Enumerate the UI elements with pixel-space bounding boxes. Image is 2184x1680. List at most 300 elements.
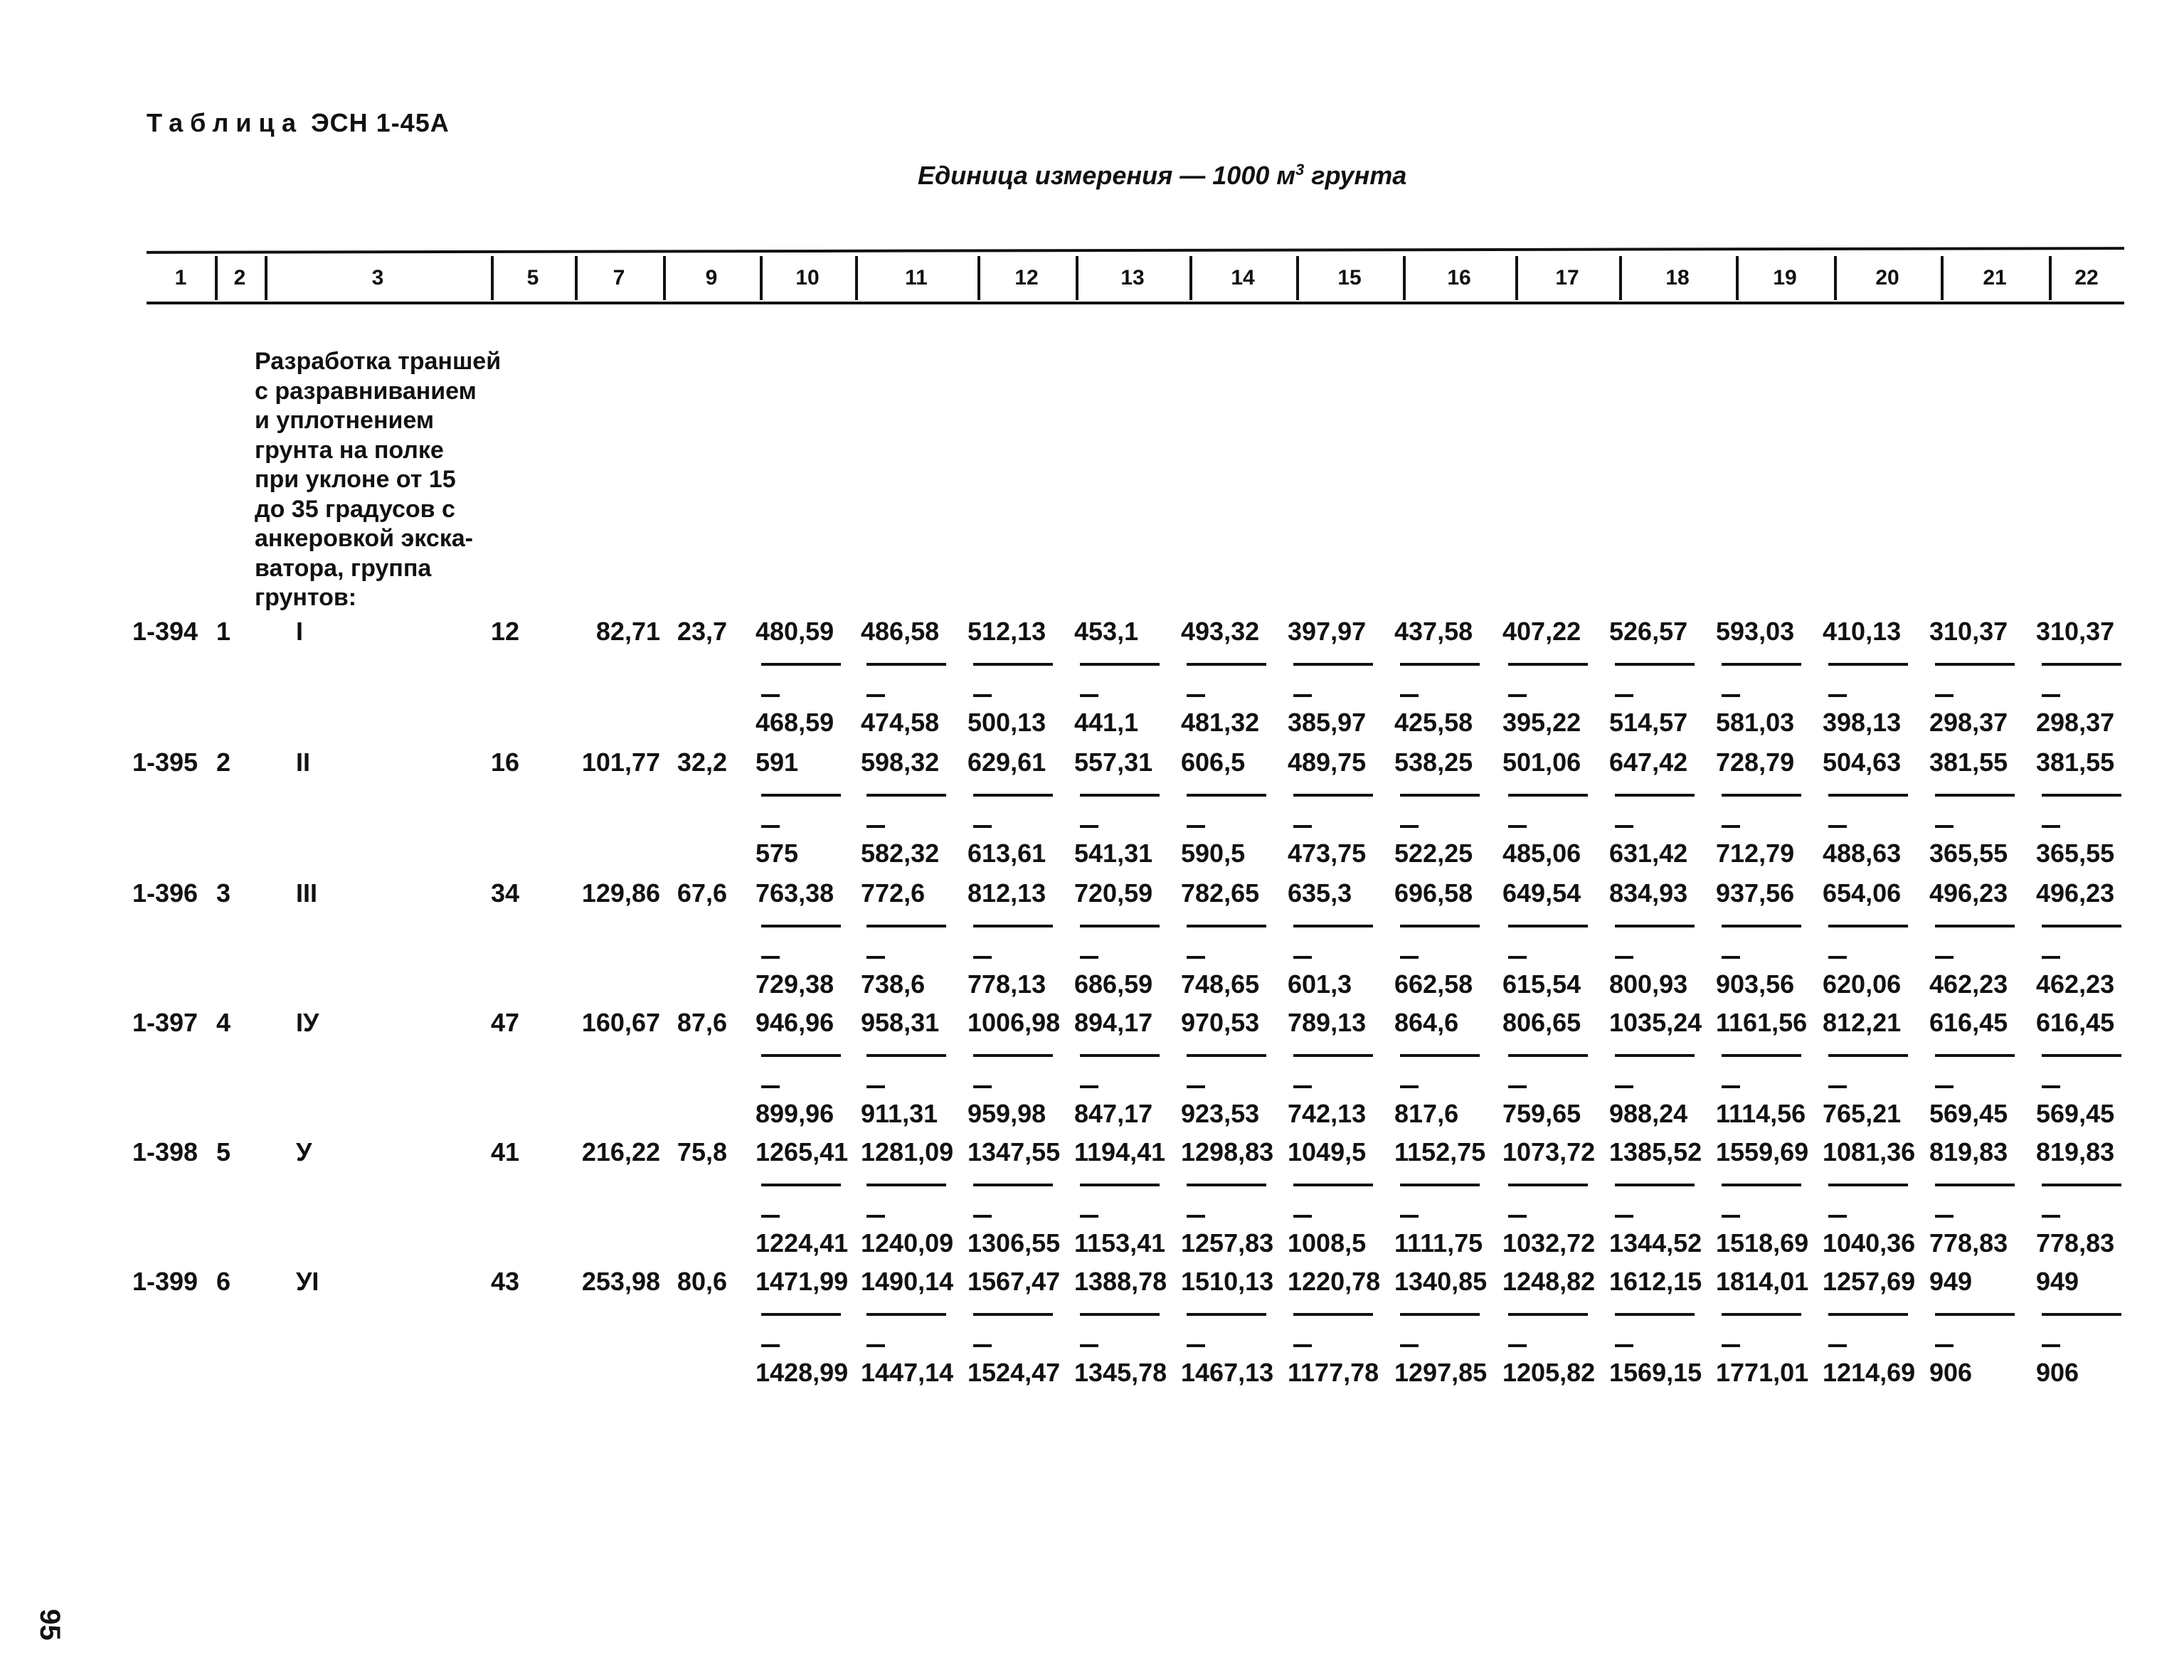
value-lower: 298,37 bbox=[2036, 708, 2115, 737]
fraction-dash bbox=[1722, 1215, 1740, 1218]
column-header-16: 16 bbox=[1447, 266, 1471, 289]
value-upper: 946,96 bbox=[756, 1008, 834, 1037]
value-lower: 569,45 bbox=[1929, 1099, 2008, 1128]
value-upper: 310,37 bbox=[1929, 617, 2008, 646]
description-line: грунтов: bbox=[255, 584, 357, 611]
fraction-dash bbox=[973, 1344, 992, 1347]
value-upper: 782,65 bbox=[1181, 878, 1260, 908]
value-lower: 1114,56 bbox=[1716, 1099, 1806, 1128]
value-upper: 772,6 bbox=[861, 878, 926, 908]
fraction-dash bbox=[1187, 1215, 1205, 1218]
value-lower: 1518,69 bbox=[1716, 1228, 1809, 1258]
value-upper: 629,61 bbox=[968, 748, 1046, 777]
table-code: ЭСН 1-45А bbox=[311, 108, 450, 137]
value-upper: 1567,47 bbox=[968, 1267, 1061, 1296]
column-header-12: 12 bbox=[1014, 266, 1039, 289]
header-bottom-rule bbox=[147, 302, 2124, 304]
fraction-line bbox=[973, 1054, 1053, 1057]
fraction-line bbox=[1293, 1054, 1373, 1057]
description-line: до 35 градусов с bbox=[255, 495, 455, 523]
value-lower: 1205,82 bbox=[1502, 1358, 1596, 1387]
fraction-dash bbox=[2042, 1085, 2060, 1088]
fraction-line bbox=[2042, 1054, 2121, 1057]
value-lower: 620,06 bbox=[1823, 969, 1902, 999]
fraction-dash bbox=[1935, 1085, 1954, 1088]
fraction-dash bbox=[1828, 694, 1847, 697]
value-upper: 812,13 bbox=[968, 878, 1046, 908]
fraction-line bbox=[1187, 794, 1266, 797]
value-upper: 819,83 bbox=[2036, 1137, 2115, 1166]
value-upper: 310,37 bbox=[2036, 617, 2115, 646]
fraction-line bbox=[1828, 1054, 1908, 1057]
value-col-9: 23,7 bbox=[677, 617, 727, 646]
value-lower: 1524,47 bbox=[968, 1358, 1061, 1387]
fraction-dash bbox=[1187, 1344, 1205, 1347]
fraction-dash bbox=[1722, 1085, 1740, 1088]
value-lower: 923,53 bbox=[1181, 1099, 1260, 1128]
fraction-line bbox=[761, 1184, 841, 1186]
value-lower: 581,03 bbox=[1716, 708, 1795, 737]
fraction-dash bbox=[866, 1344, 885, 1347]
value-upper: 1006,98 bbox=[968, 1008, 1061, 1037]
fraction-dash bbox=[973, 956, 992, 959]
fraction-line bbox=[1293, 1313, 1373, 1316]
value-upper: 864,6 bbox=[1394, 1008, 1459, 1037]
fraction-line bbox=[1508, 1054, 1588, 1057]
column-header-9: 9 bbox=[705, 266, 718, 289]
table-title bbox=[147, 108, 450, 138]
description-line: Разработка траншей bbox=[255, 348, 502, 375]
fraction-dash bbox=[1508, 1215, 1527, 1218]
value-upper: 453,1 bbox=[1074, 617, 1139, 646]
value-col-7: 129,86 bbox=[581, 878, 660, 908]
fraction-line bbox=[1187, 925, 1266, 927]
value-lower: 1771,01 bbox=[1716, 1358, 1809, 1387]
fraction-dash bbox=[1615, 956, 1633, 959]
value-lower: 778,83 bbox=[1929, 1228, 2008, 1258]
row-number: 6 bbox=[216, 1267, 231, 1296]
value-lower: 468,59 bbox=[756, 708, 834, 737]
fraction-line bbox=[1615, 663, 1695, 666]
value-upper: 937,56 bbox=[1716, 878, 1795, 908]
value-upper: 1035,24 bbox=[1609, 1008, 1702, 1037]
fraction-line bbox=[1935, 794, 2015, 797]
fraction-dash bbox=[866, 694, 885, 697]
fraction-line bbox=[1722, 1054, 1801, 1057]
description-line: анкеровкой экска- bbox=[255, 525, 473, 552]
value-upper: 949 bbox=[1929, 1267, 1973, 1296]
value-upper: 806,65 bbox=[1502, 1008, 1581, 1037]
fraction-dash bbox=[761, 1085, 780, 1088]
value-upper: 654,06 bbox=[1823, 878, 1902, 908]
value-upper: 1347,55 bbox=[968, 1137, 1061, 1166]
row-code: 1-397 bbox=[132, 1008, 198, 1037]
fraction-line bbox=[1828, 1184, 1908, 1186]
value-lower: 582,32 bbox=[861, 839, 940, 868]
value-upper: 512,13 bbox=[968, 617, 1046, 646]
fraction-line bbox=[1400, 663, 1480, 666]
fraction-line bbox=[973, 794, 1053, 797]
fraction-dash bbox=[1400, 694, 1419, 697]
fraction-line bbox=[1187, 1054, 1266, 1057]
column-header-10: 10 bbox=[795, 266, 820, 289]
column-header-18: 18 bbox=[1665, 266, 1690, 289]
column-separator bbox=[1076, 256, 1078, 300]
value-lower: 522,25 bbox=[1394, 839, 1473, 868]
fraction-dash bbox=[866, 1215, 885, 1218]
soil-group: III bbox=[296, 878, 318, 908]
value-upper: 1388,78 bbox=[1074, 1267, 1167, 1296]
value-upper: 591 bbox=[756, 748, 799, 777]
fraction-dash bbox=[761, 1215, 780, 1218]
value-col-9: 75,8 bbox=[677, 1137, 727, 1166]
fraction-line bbox=[1400, 1184, 1480, 1186]
fraction-dash bbox=[1828, 1085, 1847, 1088]
fraction-dash bbox=[1935, 825, 1954, 828]
value-upper: 819,83 bbox=[1929, 1137, 2008, 1166]
value-lower: 365,55 bbox=[1929, 839, 2008, 868]
value-upper: 696,58 bbox=[1394, 878, 1473, 908]
fraction-line bbox=[1828, 794, 1908, 797]
value-upper: 1257,69 bbox=[1823, 1267, 1916, 1296]
row-code: 1-398 bbox=[132, 1137, 198, 1166]
column-separator bbox=[575, 256, 578, 300]
fraction-line bbox=[1187, 663, 1266, 666]
row-code: 1-394 bbox=[132, 617, 198, 646]
fraction-line bbox=[2042, 925, 2121, 927]
value-upper: 720,59 bbox=[1074, 878, 1153, 908]
fraction-dash bbox=[973, 694, 992, 697]
value-lower: 1447,14 bbox=[861, 1358, 954, 1387]
value-upper: 557,31 bbox=[1074, 748, 1153, 777]
fraction-dash bbox=[1293, 1085, 1312, 1088]
value-upper: 1612,15 bbox=[1609, 1267, 1702, 1296]
fraction-line bbox=[866, 1313, 946, 1316]
fraction-line bbox=[866, 663, 946, 666]
fraction-dash bbox=[1080, 694, 1098, 697]
fraction-line bbox=[2042, 1184, 2121, 1186]
value-lower: 1345,78 bbox=[1074, 1358, 1167, 1387]
value-upper: 649,54 bbox=[1502, 878, 1581, 908]
description-line: ватора, группа bbox=[255, 554, 432, 582]
fraction-line bbox=[1722, 1313, 1801, 1316]
fraction-line bbox=[1080, 794, 1160, 797]
value-lower: 1040,36 bbox=[1823, 1228, 1916, 1258]
column-separator bbox=[1403, 256, 1406, 300]
fraction-dash bbox=[1080, 1344, 1098, 1347]
value-col-5: 12 bbox=[490, 617, 519, 646]
fraction-line bbox=[866, 1054, 946, 1057]
description-line: и уплотнением bbox=[255, 407, 435, 434]
fraction-line bbox=[761, 1313, 841, 1316]
column-separator bbox=[977, 256, 980, 300]
fraction-line bbox=[1615, 1054, 1695, 1057]
fraction-dash bbox=[1722, 825, 1740, 828]
value-lower: 298,37 bbox=[1929, 708, 2008, 737]
value-col-7: 253,98 bbox=[581, 1267, 660, 1296]
column-header-15: 15 bbox=[1337, 266, 1362, 289]
value-lower: 1214,69 bbox=[1823, 1358, 1916, 1387]
value-lower: 514,57 bbox=[1609, 708, 1688, 737]
value-upper: 1220,78 bbox=[1288, 1267, 1381, 1296]
value-lower: 1240,09 bbox=[861, 1228, 954, 1258]
value-col-7: 160,67 bbox=[581, 1008, 660, 1037]
value-lower: 1428,99 bbox=[756, 1358, 849, 1387]
value-lower: 474,58 bbox=[861, 708, 940, 737]
value-lower: 441,1 bbox=[1074, 708, 1139, 737]
value-upper: 1073,72 bbox=[1502, 1137, 1596, 1166]
column-header-3: 3 bbox=[371, 266, 384, 289]
description-line: с разравниванием bbox=[255, 377, 477, 405]
value-col-5: 47 bbox=[490, 1008, 519, 1037]
value-lower: 906 bbox=[2036, 1358, 2079, 1387]
value-lower: 462,23 bbox=[1929, 969, 2008, 999]
value-lower: 765,21 bbox=[1823, 1099, 1902, 1128]
fraction-dash bbox=[1293, 956, 1312, 959]
value-lower: 462,23 bbox=[2036, 969, 2115, 999]
fraction-line bbox=[761, 1054, 841, 1057]
value-lower: 1257,83 bbox=[1181, 1228, 1274, 1258]
fraction-dash bbox=[973, 1215, 992, 1218]
value-upper: 1814,01 bbox=[1716, 1267, 1809, 1296]
value-lower: 395,22 bbox=[1502, 708, 1581, 737]
fraction-dash bbox=[1080, 1085, 1098, 1088]
value-upper: 1471,99 bbox=[756, 1267, 849, 1296]
value-upper: 1559,69 bbox=[1716, 1137, 1809, 1166]
value-lower: 569,45 bbox=[2036, 1099, 2115, 1128]
fraction-dash bbox=[973, 1085, 992, 1088]
value-lower: 541,31 bbox=[1074, 839, 1153, 868]
value-lower: 1297,85 bbox=[1394, 1358, 1488, 1387]
row-code: 1-396 bbox=[132, 878, 198, 908]
fraction-line bbox=[866, 925, 946, 927]
value-upper: 606,5 bbox=[1181, 748, 1246, 777]
column-separator bbox=[1296, 256, 1299, 300]
column-separator bbox=[2049, 256, 2052, 300]
fraction-line bbox=[1828, 663, 1908, 666]
fraction-line bbox=[1935, 925, 2015, 927]
value-lower: 759,65 bbox=[1502, 1099, 1581, 1128]
value-lower: 778,83 bbox=[2036, 1228, 2115, 1258]
column-separator bbox=[1619, 256, 1622, 300]
column-separator bbox=[1941, 256, 1944, 300]
fraction-dash bbox=[1828, 956, 1847, 959]
value-upper: 526,57 bbox=[1609, 617, 1688, 646]
fraction-dash bbox=[1187, 694, 1205, 697]
soil-group: II bbox=[296, 748, 311, 777]
value-upper: 501,06 bbox=[1502, 748, 1581, 777]
value-upper: 1298,83 bbox=[1181, 1137, 1274, 1166]
value-lower: 847,17 bbox=[1074, 1099, 1153, 1128]
fraction-line bbox=[1828, 1313, 1908, 1316]
value-upper: 538,25 bbox=[1394, 748, 1473, 777]
fraction-line bbox=[1080, 1313, 1160, 1316]
fraction-dash bbox=[866, 956, 885, 959]
value-lower: 398,13 bbox=[1823, 708, 1902, 737]
value-col-5: 41 bbox=[490, 1137, 519, 1166]
column-separator bbox=[215, 256, 218, 300]
value-upper: 504,63 bbox=[1823, 748, 1902, 777]
fraction-line bbox=[1508, 925, 1588, 927]
value-lower: 590,5 bbox=[1181, 839, 1246, 868]
value-col-7: 101,77 bbox=[581, 748, 660, 777]
fraction-line bbox=[1400, 1313, 1480, 1316]
value-upper: 763,38 bbox=[756, 878, 834, 908]
fraction-line bbox=[1400, 925, 1480, 927]
value-lower: 686,59 bbox=[1074, 969, 1153, 999]
column-header-17: 17 bbox=[1555, 266, 1579, 289]
fraction-dash bbox=[866, 1085, 885, 1088]
value-upper: 437,58 bbox=[1394, 617, 1473, 646]
value-lower: 575 bbox=[756, 839, 799, 868]
fraction-dash bbox=[761, 1344, 780, 1347]
fraction-dash bbox=[2042, 825, 2060, 828]
fraction-line bbox=[1080, 925, 1160, 927]
fraction-dash bbox=[1080, 825, 1098, 828]
fraction-line bbox=[1508, 794, 1588, 797]
fraction-line bbox=[1293, 1184, 1373, 1186]
fraction-dash bbox=[1508, 1344, 1527, 1347]
fraction-dash bbox=[1400, 956, 1419, 959]
value-lower: 1032,72 bbox=[1502, 1228, 1596, 1258]
value-lower: 899,96 bbox=[756, 1099, 834, 1128]
column-separator bbox=[1736, 256, 1739, 300]
page-number: 95 bbox=[34, 1609, 65, 1641]
row-number: 1 bbox=[216, 617, 231, 646]
fraction-line bbox=[1508, 663, 1588, 666]
value-upper: 1161,56 bbox=[1716, 1008, 1808, 1037]
fraction-dash bbox=[1400, 1085, 1419, 1088]
fraction-line bbox=[1935, 1054, 2015, 1057]
fraction-line bbox=[1187, 1184, 1266, 1186]
value-upper: 1510,13 bbox=[1181, 1267, 1274, 1296]
value-upper: 647,42 bbox=[1609, 748, 1688, 777]
value-upper: 486,58 bbox=[861, 617, 940, 646]
fraction-dash bbox=[1187, 825, 1205, 828]
value-lower: 425,58 bbox=[1394, 708, 1473, 737]
value-upper: 407,22 bbox=[1502, 617, 1581, 646]
column-header-21: 21 bbox=[1983, 266, 2007, 289]
value-upper: 635,3 bbox=[1288, 878, 1352, 908]
value-col-9: 87,6 bbox=[677, 1008, 727, 1037]
column-separator bbox=[491, 256, 494, 300]
value-upper: 397,97 bbox=[1288, 617, 1367, 646]
value-upper: 970,53 bbox=[1181, 1008, 1260, 1037]
value-lower: 729,38 bbox=[756, 969, 834, 999]
column-header-5: 5 bbox=[526, 266, 539, 289]
fraction-line bbox=[761, 794, 841, 797]
fraction-dash bbox=[1080, 1215, 1098, 1218]
fraction-line bbox=[1828, 925, 1908, 927]
fraction-dash bbox=[1722, 1344, 1740, 1347]
fraction-dash bbox=[1293, 694, 1312, 697]
value-lower: 1306,55 bbox=[968, 1228, 1061, 1258]
value-upper: 834,93 bbox=[1609, 878, 1688, 908]
fraction-dash bbox=[1828, 1344, 1847, 1347]
column-header-1: 1 bbox=[174, 266, 187, 289]
value-lower: 712,79 bbox=[1716, 839, 1795, 868]
column-header-22: 22 bbox=[2074, 266, 2099, 289]
work-description bbox=[255, 347, 525, 613]
value-lower: 738,6 bbox=[861, 969, 926, 999]
fraction-line bbox=[761, 925, 841, 927]
fraction-dash bbox=[761, 956, 780, 959]
fraction-dash bbox=[1400, 825, 1419, 828]
fraction-line bbox=[1935, 663, 2015, 666]
value-upper: 593,03 bbox=[1716, 617, 1795, 646]
value-lower: 800,93 bbox=[1609, 969, 1688, 999]
fraction-dash bbox=[1615, 1344, 1633, 1347]
value-upper: 958,31 bbox=[861, 1008, 940, 1037]
value-lower: 817,6 bbox=[1394, 1099, 1459, 1128]
value-upper: 493,32 bbox=[1181, 617, 1260, 646]
description-line: при уклоне от 15 bbox=[255, 466, 456, 493]
value-lower: 906 bbox=[1929, 1358, 1973, 1387]
fraction-dash bbox=[1722, 694, 1740, 697]
description-line: грунта на полке bbox=[255, 436, 444, 464]
value-lower: 385,97 bbox=[1288, 708, 1367, 737]
fraction-line bbox=[1508, 1184, 1588, 1186]
value-lower: 481,32 bbox=[1181, 708, 1260, 737]
value-lower: 1153,41 bbox=[1074, 1228, 1166, 1258]
value-lower: 485,06 bbox=[1502, 839, 1581, 868]
column-header-13: 13 bbox=[1120, 266, 1145, 289]
value-lower: 631,42 bbox=[1609, 839, 1688, 868]
soil-group: УI bbox=[296, 1267, 319, 1296]
fraction-dash bbox=[1508, 825, 1527, 828]
row-number: 3 bbox=[216, 878, 231, 908]
fraction-line bbox=[866, 1184, 946, 1186]
value-col-5: 16 bbox=[490, 748, 519, 777]
value-upper: 616,45 bbox=[2036, 1008, 2115, 1037]
fraction-dash bbox=[973, 825, 992, 828]
fraction-dash bbox=[1828, 1215, 1847, 1218]
column-separator bbox=[663, 256, 666, 300]
value-lower: 1111,75 bbox=[1394, 1228, 1483, 1258]
value-lower: 1224,41 bbox=[756, 1228, 849, 1258]
fraction-line bbox=[1187, 1313, 1266, 1316]
fraction-line bbox=[1615, 794, 1695, 797]
value-lower: 1177,78 bbox=[1288, 1358, 1379, 1387]
value-upper: 480,59 bbox=[756, 617, 834, 646]
fraction-line bbox=[1293, 925, 1373, 927]
value-lower: 365,55 bbox=[2036, 839, 2115, 868]
soil-group: У bbox=[296, 1137, 312, 1166]
value-upper: 598,32 bbox=[861, 748, 940, 777]
fraction-dash bbox=[1935, 1215, 1954, 1218]
value-lower: 1008,5 bbox=[1288, 1228, 1367, 1258]
column-header-11: 11 bbox=[905, 266, 928, 289]
row-number: 5 bbox=[216, 1137, 231, 1166]
value-lower: 903,56 bbox=[1716, 969, 1795, 999]
value-upper: 812,21 bbox=[1823, 1008, 1902, 1037]
fraction-dash bbox=[1508, 694, 1527, 697]
value-upper: 1385,52 bbox=[1609, 1137, 1702, 1166]
fraction-line bbox=[1935, 1313, 2015, 1316]
value-upper: 1152,75 bbox=[1394, 1137, 1486, 1166]
value-upper: 1265,41 bbox=[756, 1137, 849, 1166]
fraction-dash bbox=[1615, 825, 1633, 828]
value-upper: 949 bbox=[2036, 1267, 2079, 1296]
row-number: 4 bbox=[216, 1008, 231, 1037]
table-title-word: Таблица bbox=[147, 108, 304, 137]
column-separator bbox=[760, 256, 763, 300]
fraction-line bbox=[1400, 794, 1480, 797]
fraction-dash bbox=[1293, 1215, 1312, 1218]
value-lower: 911,31 bbox=[861, 1099, 938, 1128]
value-col-5: 43 bbox=[490, 1267, 519, 1296]
column-separator bbox=[1834, 256, 1837, 300]
